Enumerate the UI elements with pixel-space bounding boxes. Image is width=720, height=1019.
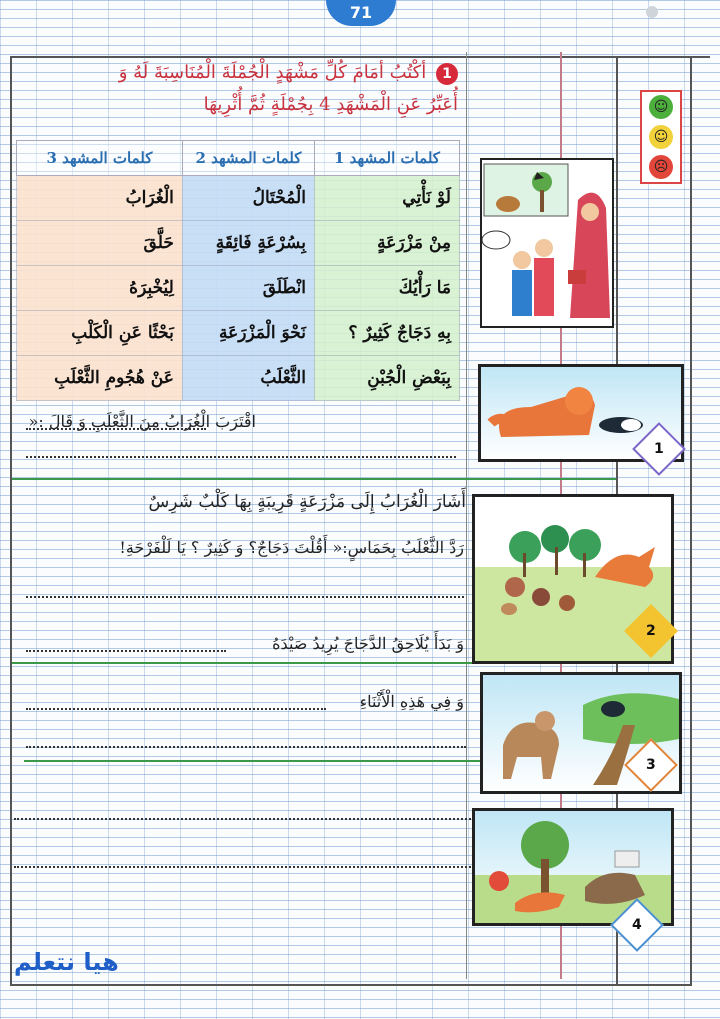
table-row [17,266,460,311]
word-cell: مِنْ مَزْرَعَةٍ [314,221,459,266]
instruction-line-2: أُعَبِّرُ عَنِ الْمَشْهَدِ 4 بِجُمْلَةٍ ثُمَّ أُثْرِيهَا [203,94,458,115]
table-header-row [17,141,460,176]
table-row [17,356,460,401]
word-cell: انْطَلَقَ [182,266,314,311]
scene-2-number: 2 [646,623,656,639]
section-divider [12,478,616,480]
margin-line-left [466,52,467,979]
scene-words-table [16,140,460,401]
scene-4-number: 4 [632,917,642,933]
instruction-line-1 [18,62,458,85]
word-cell: نَحْوَ الْمَزْرَعَةِ [182,311,314,356]
word-cell: لَوْ نَأْتِي [314,176,459,221]
writing-line[interactable] [26,708,326,710]
table-row [17,176,460,221]
word-cell: حَلَّقَ [17,221,183,266]
header-scene-2: كلمات المشهد 2 [182,141,314,176]
dialogue-illustration [480,158,614,328]
dialogue-scene-image [482,160,612,326]
sentence-2: أَشَارَ الْغُرَابُ إِلَى مَزْرَعَةٍ قَرِيبَةٍ بِهَا كَلْبٌ شَرِسٌ [148,492,466,512]
word-cell: بِبَعْضِ الْجُبْنِ [314,356,459,401]
sentence-4: وَ بَدَأَ يُلَاحِقُ الدَّجَاجَ يُرِيدُ صَيْدَهُ [272,634,464,653]
exercise-number: 1 [436,63,458,85]
red-sad-face-icon[interactable]: ☹ [649,155,673,179]
page-number: 71 [326,0,396,26]
word-cell: الْمُحْتَالُ [182,176,314,221]
word-cell: بِسُرْعَةٍ فَائِقَةٍ [182,221,314,266]
brand-logo-text: هيا نتعلم [14,948,119,976]
table-row [17,311,460,356]
self-assessment-faces [640,90,682,184]
writing-line[interactable] [26,650,226,652]
scene-3-number: 3 [646,757,656,773]
green-smile-face-icon[interactable]: ☺ [649,95,673,119]
writing-line[interactable] [26,428,206,430]
top-frame-line [10,56,710,58]
instruction-text-1: أكْتُبُ أمَامَ كُلِّ مَشْهَدٍ الْجُمْلَةَ الْمُنَاسِبَةَ لَهُ وَ [118,62,427,83]
writing-line[interactable] [26,456,456,458]
sentence-3: رَدَّ الثَّعْلَبُ بِحَمَاسٍ:« أَقُلْتَ دَجَاجٌ؟ وَ كَثِيرٌ ؟ يَا لَلْفَرْحَةِ! [119,538,464,557]
table-row [17,221,460,266]
word-cell: الثَّعْلَبُ [182,356,314,401]
header-scene-1: كلمات المشهد 1 [314,141,459,176]
scene-1-number: 1 [654,441,664,457]
header-scene-3: كلمات المشهد 3 [17,141,183,176]
yellow-neutral-face-icon[interactable]: ☺ [649,125,673,149]
word-cell: الْغُرَابُ [17,176,183,221]
sentence-5: وَ فِي هَذِهِ الْأَثْنَاءِ [359,692,464,711]
word-cell: بِهِ دَجَاجٌ كَثِيرٌ ؟ [314,311,459,356]
word-cell: مَا رَأْيُكَ [314,266,459,311]
word-cell: لِيُخْبِرَهُ [17,266,183,311]
word-cell: بَحْثًا عَنِ الْكَلْبِ [17,311,183,356]
right-frame-line [690,56,692,986]
bottom-frame-line [10,984,692,986]
sentence-1: اقْتَرَبَ الْغُرَابُ مِنَ الثَّعْلَبِ وَ قَالَ :« [28,412,256,431]
writing-line[interactable] [26,596,464,598]
corner-dot [646,6,658,18]
word-cell: عَنْ هُجُومِ الثَّعْلَبِ [17,356,183,401]
writing-line[interactable] [26,746,466,748]
left-frame-line [10,56,12,986]
